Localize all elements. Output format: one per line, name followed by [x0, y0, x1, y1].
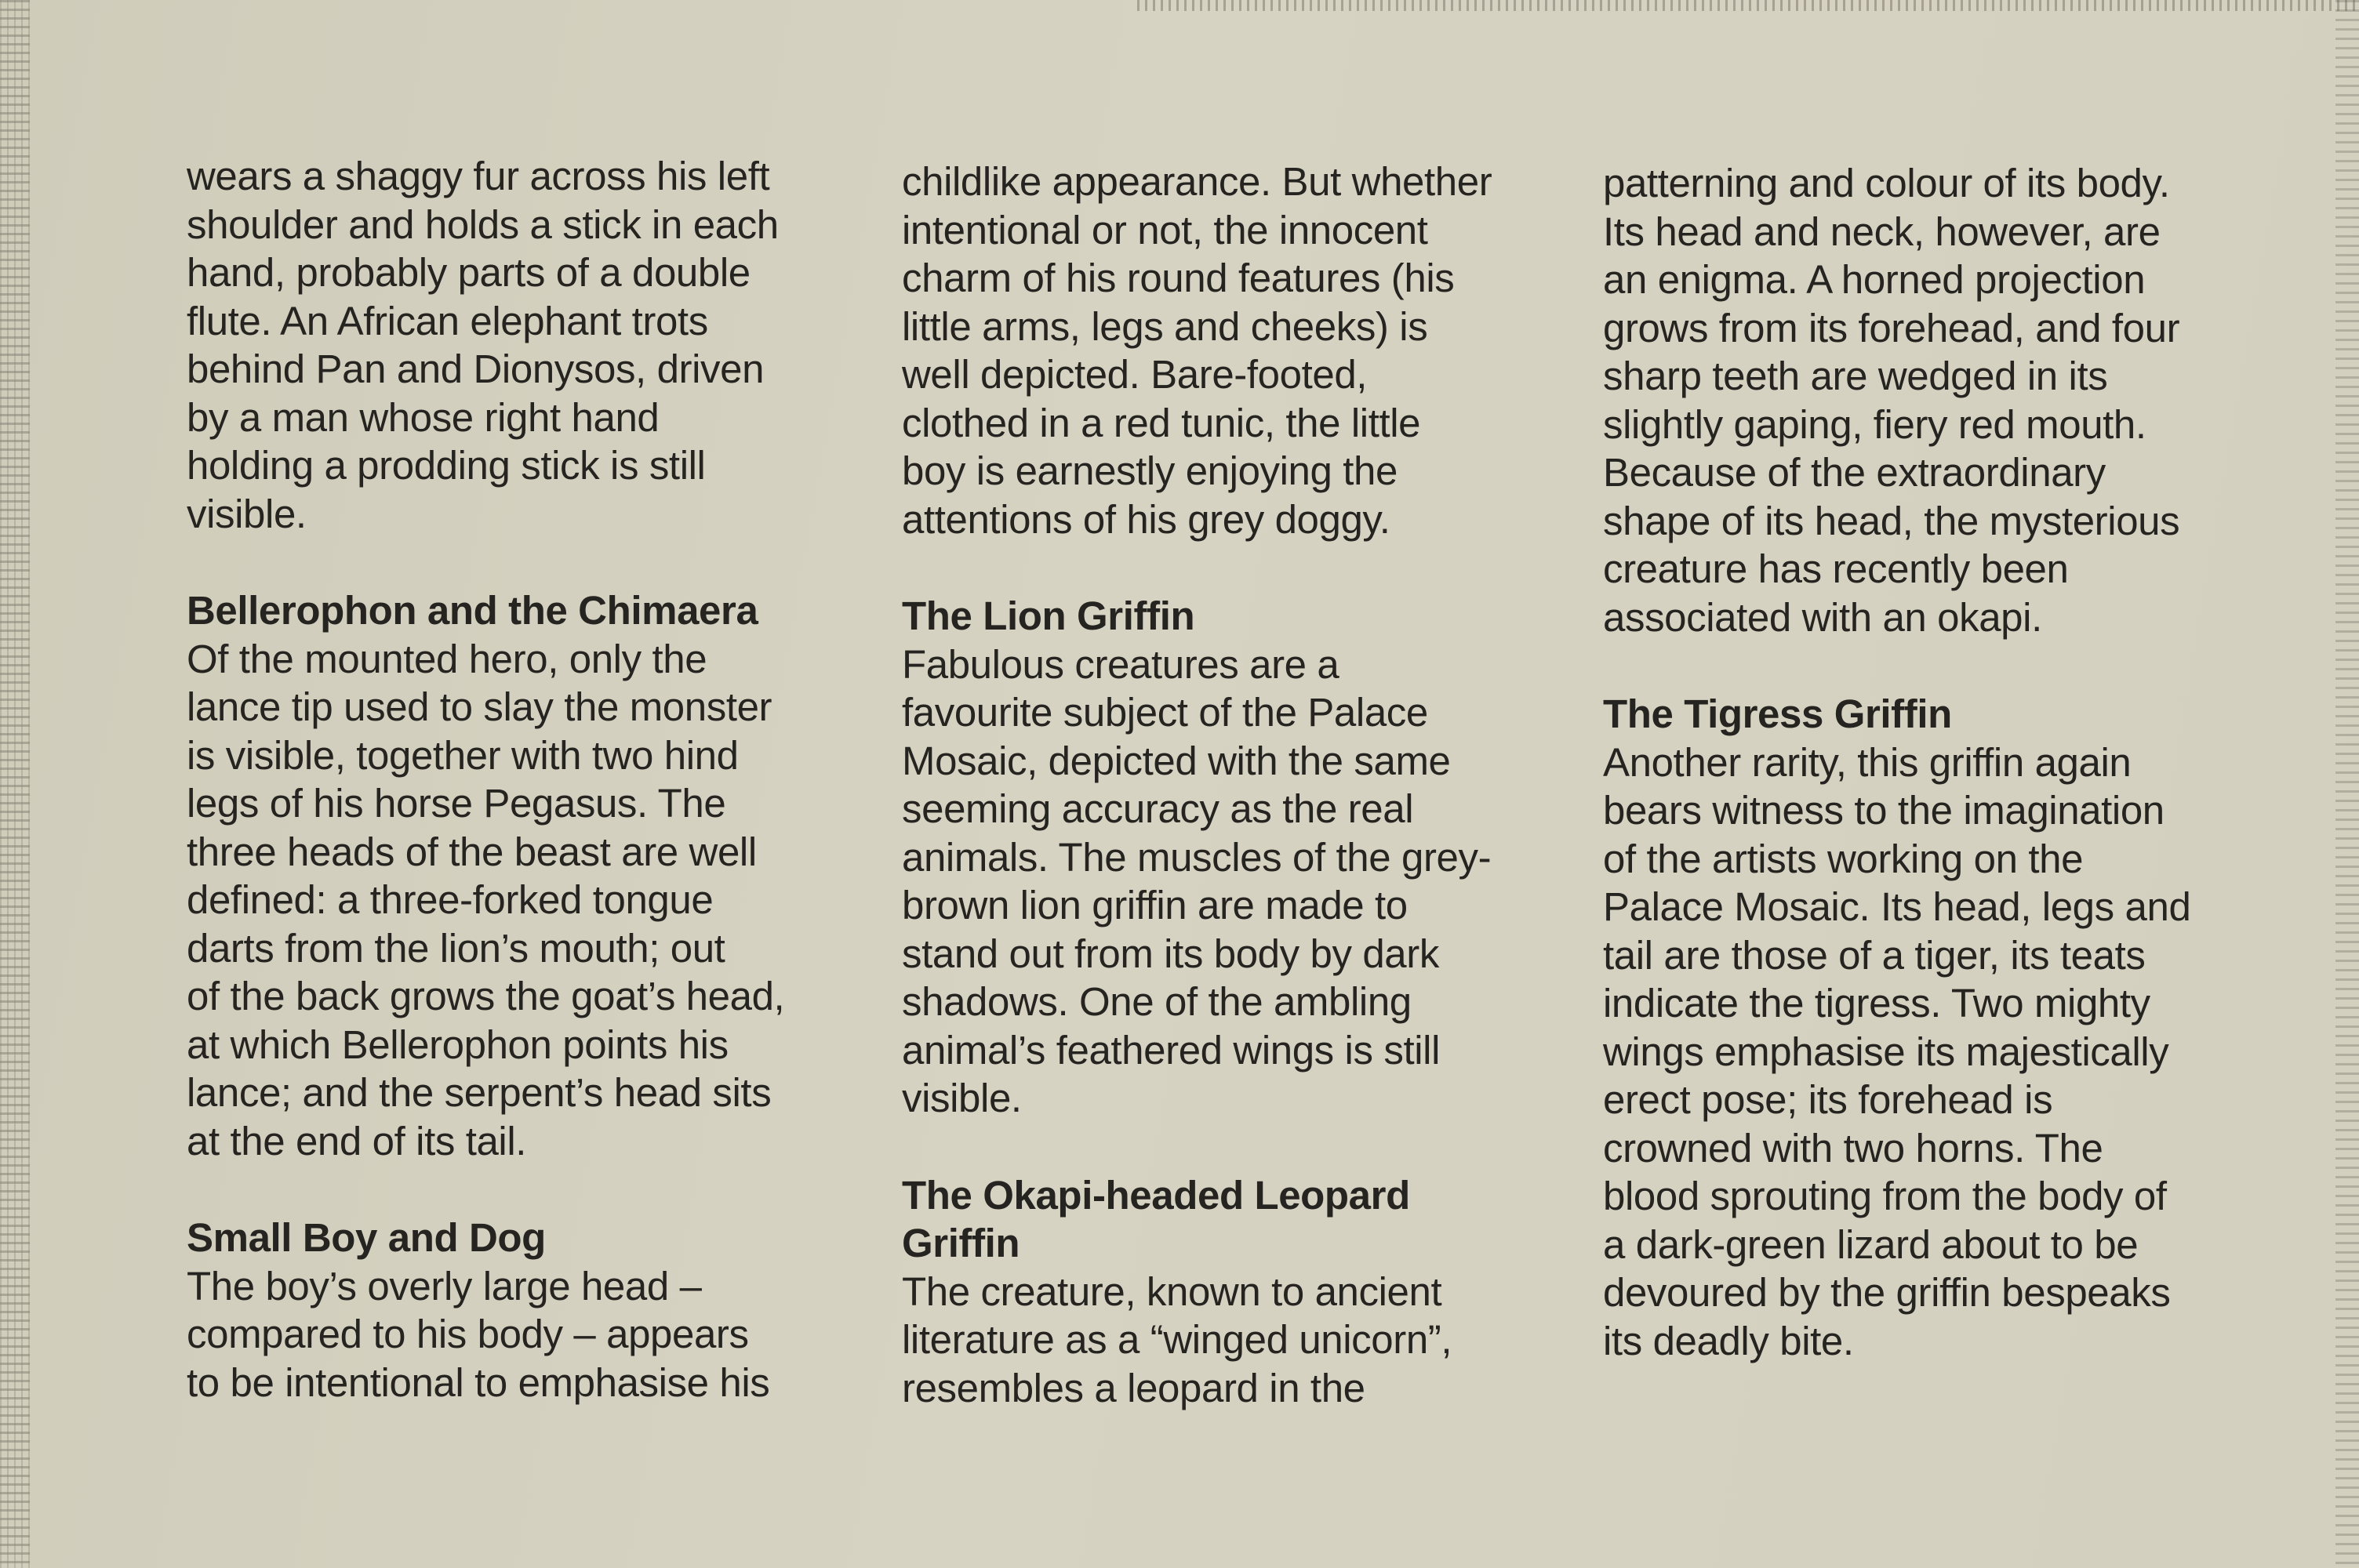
top-fabric-edge	[1137, 0, 2359, 11]
paragraph: Fabulous creatures are a favourite subject of the Palace Mosaic, depicted with the same seeming accuracy as the real animals. The muscles of the grey- brown lion griffin are made to stand out from its body by dark shadows. One of the ambling animal’s feathered wings is still visible.	[902, 641, 1492, 1120]
paragraph: patterning and colour of its body. Its head and neck, however, are an enigma. A horned projection grows from its forehead, and four sharp teeth are wedged in its slightly gaping, fiery red mouth. Because of the extraordinary shape of its head, the mysterious creature has recently been associated with an okapi.	[1603, 161, 2180, 640]
text-column-2	[902, 158, 1561, 1461]
paragraph: Another rarity, this griffin again bears witness to the imagination of the artists working on the Palace Mosaic. Its head, legs and tail are those of a tiger, its teats indicate the tigress. Two mighty wings emphasise its majestically erect pose; its forehead is crowned with two horns. The blood sprouting from the body of a dark-green lizard about to be devoured by the griffin bespeaks its deadly bite.	[1603, 739, 2191, 1363]
text-block	[902, 592, 1561, 1123]
text-block	[902, 158, 1561, 543]
section-heading: Bellerophon and the Chimaera	[187, 588, 758, 633]
text-block	[902, 1171, 1561, 1413]
right-fabric-edge	[2335, 0, 2359, 1568]
text-block	[187, 1214, 845, 1406]
text-block	[187, 586, 845, 1165]
left-fabric-edge	[0, 0, 30, 1568]
paragraph: The creature, known to ancient literature as a “winged unicorn”, resembles a leopard in the	[902, 1269, 1452, 1410]
text-block	[187, 152, 845, 538]
section-heading: The Okapi-headed Leopard Griffin	[902, 1172, 1410, 1265]
text-block	[1603, 159, 2262, 641]
section-heading: Small Boy and Dog	[187, 1215, 546, 1260]
text-block	[1603, 690, 2262, 1365]
text-column-1	[187, 152, 845, 1455]
paragraph: wears a shaggy fur across his left shoulder and holds a stick in each hand, probably parts of a double flute. An African elephant trots behind Pan and Dionysos, driven by a man whose right hand holding a prodding stick is still visible.	[187, 154, 779, 536]
paragraph: Of the mounted hero, only the lance tip used to slay the monster is visible, together with two hind legs of his horse Pegasus. The three heads of the beast are well defined: a three-forked tongue darts from the lion’s mouth; out of the back grows the goat’s head, at which Bellerophon points his lance; and the serpent’s head sits at the end of its tail.	[187, 636, 785, 1163]
section-heading: The Tigress Griffin	[1603, 691, 1952, 736]
text-column-3	[1603, 159, 2262, 1414]
paragraph: The boy’s overly large head – compared to his body – appears to be intentional to emphasise his	[187, 1263, 770, 1405]
paragraph: childlike appearance. But whether intentional or not, the innocent charm of his round features (his little arms, legs and cheeks) is well depicted. Bare-footed, clothed in a red tunic, the little boy is earnestly enjoying the attentions of his grey doggy.	[902, 159, 1492, 542]
section-heading: The Lion Griffin	[902, 593, 1195, 638]
